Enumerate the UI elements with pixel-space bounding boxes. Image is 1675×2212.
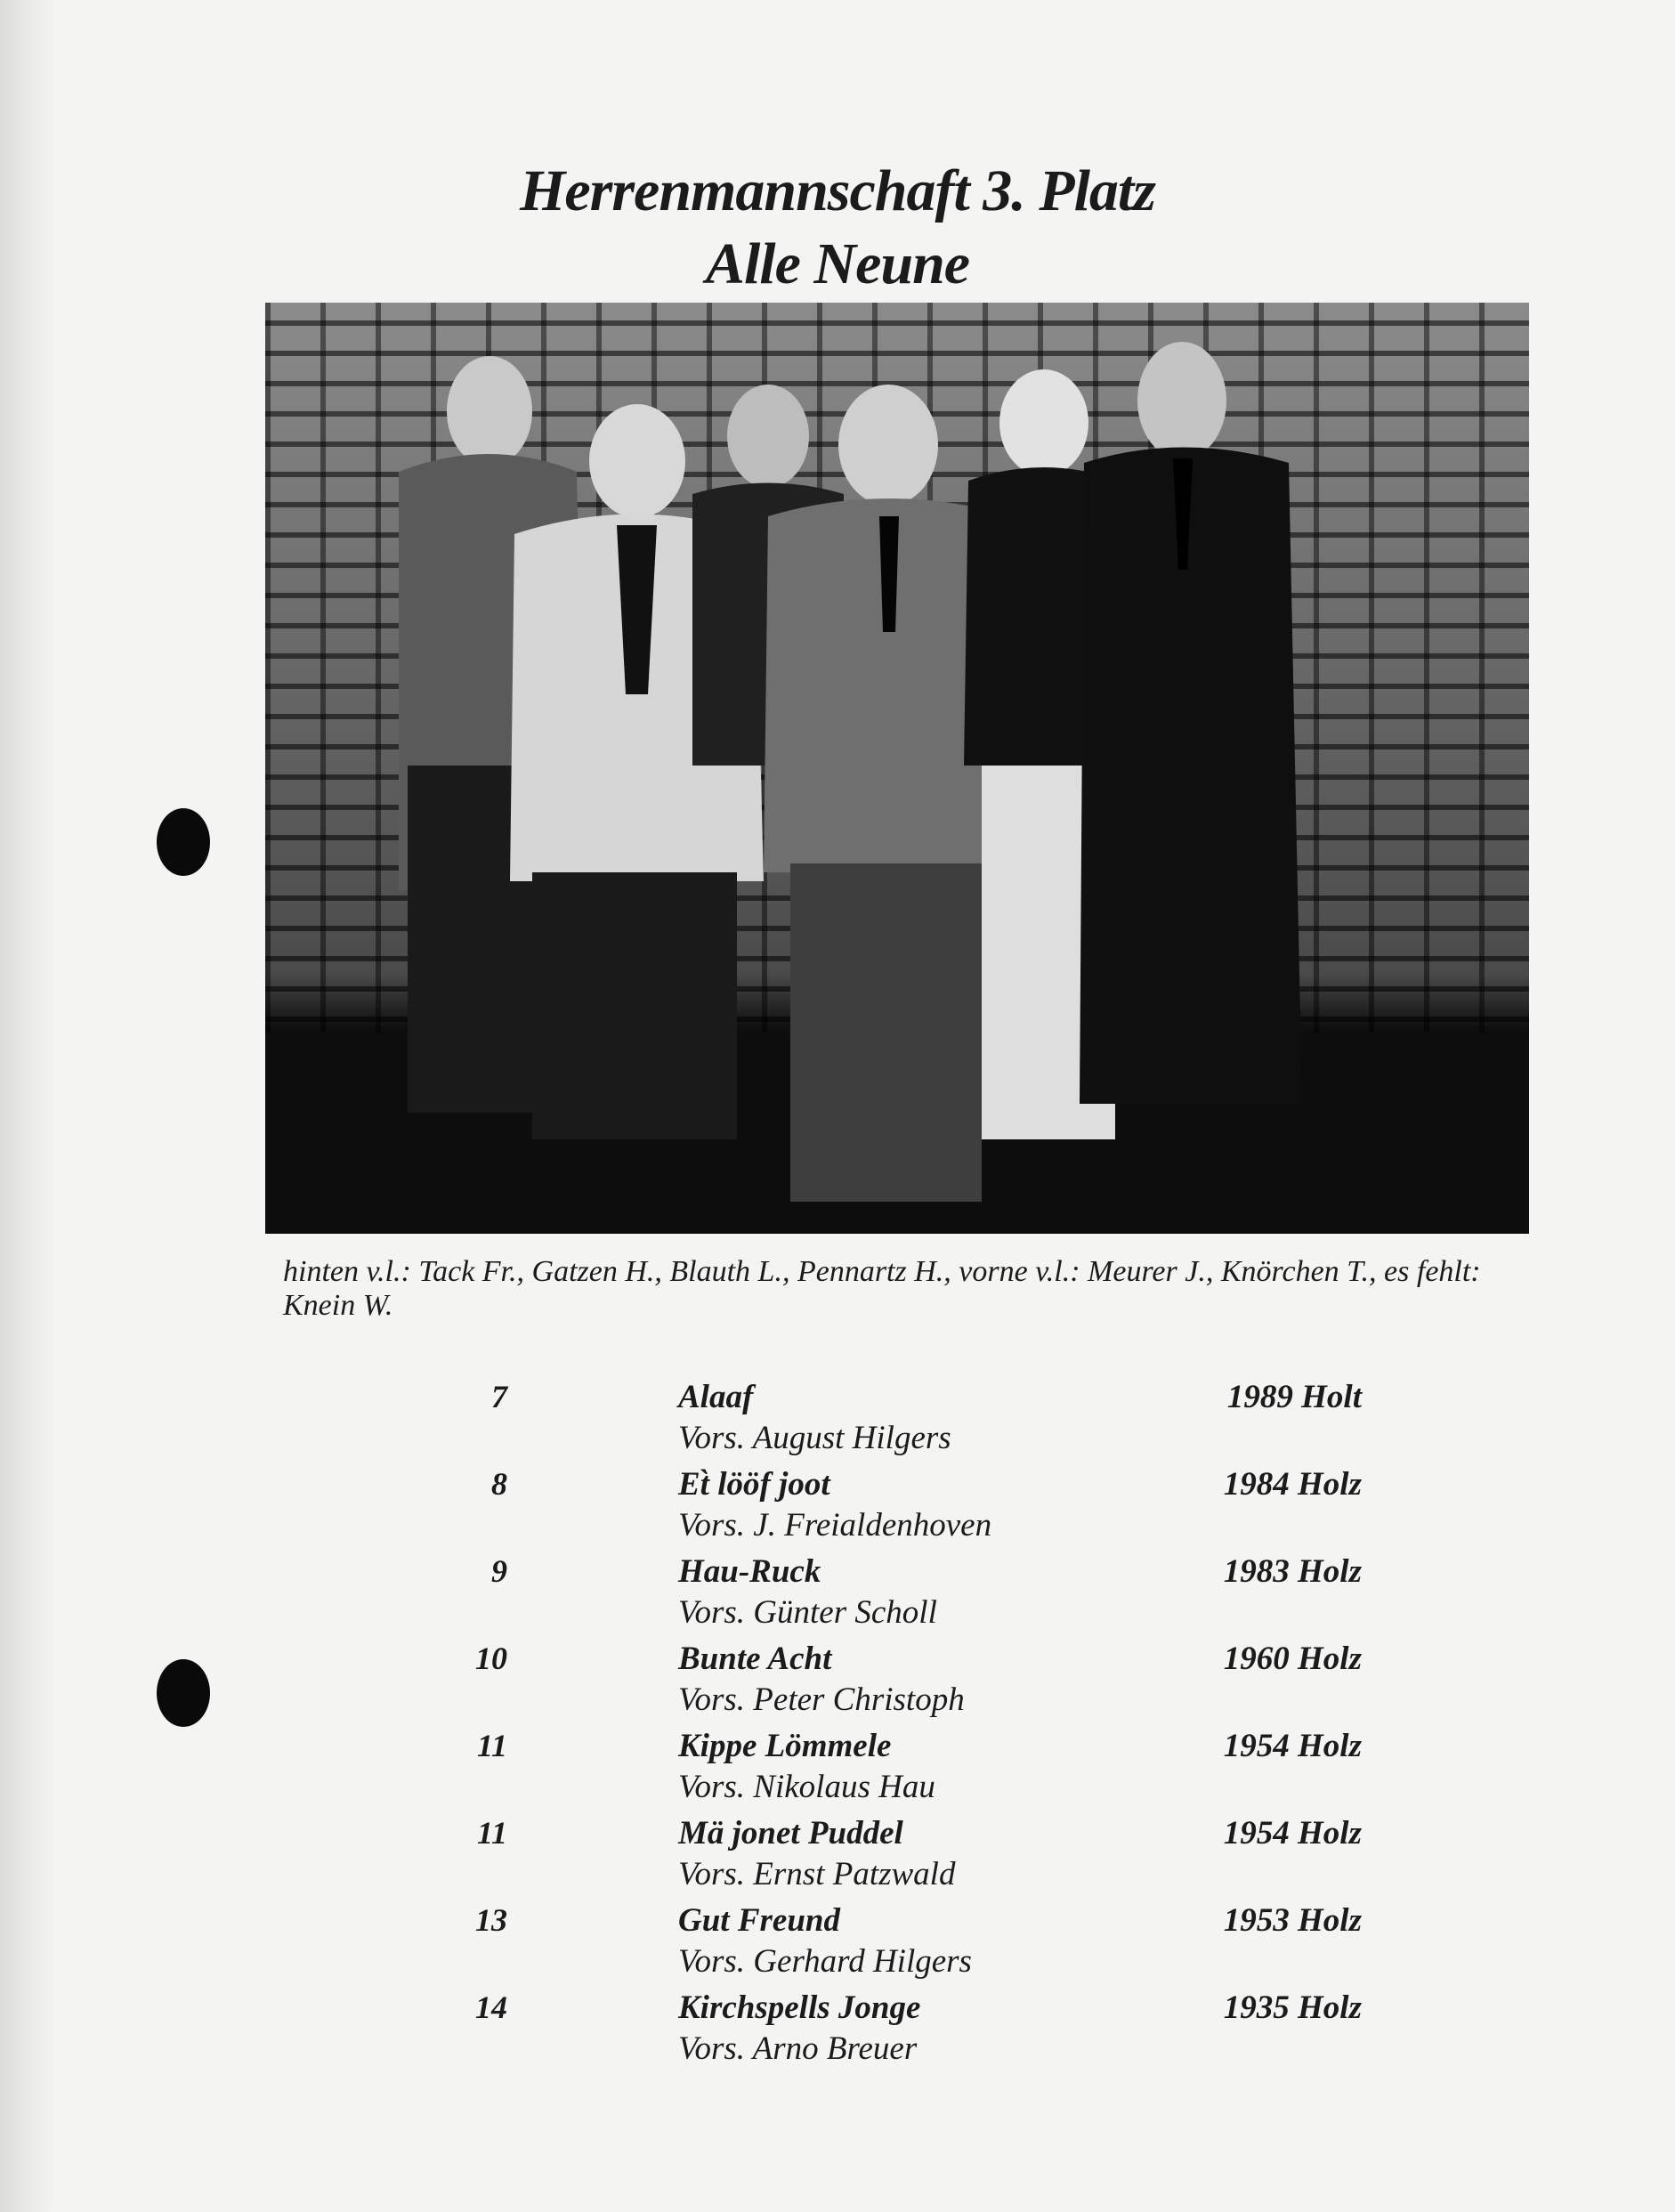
club-name: Alaaf: [678, 1379, 754, 1415]
club-name: Mä jonet Puddel: [678, 1815, 903, 1851]
list-item: [0, 1901, 1675, 1987]
club-chairman: Vors. Arno Breuer: [678, 2030, 918, 2067]
club-chairman: Vors. J. Freialdenhoven: [678, 1507, 992, 1544]
club-rank: 10: [475, 1641, 507, 1676]
club-name: Hau-Ruck: [678, 1553, 821, 1590]
club-rank: 9: [491, 1553, 507, 1589]
list-item: [0, 1727, 1675, 1812]
club-score: 1960 Holz: [1223, 1641, 1362, 1677]
club-score: 1953 Holz: [1223, 1902, 1362, 1939]
club-score: 1984 Holz: [1223, 1466, 1362, 1503]
list-item: [0, 1465, 1675, 1551]
club-rank: 7: [491, 1379, 507, 1414]
person-figure: [1080, 342, 1302, 1104]
punch-hole-top: [157, 808, 210, 876]
club-chairman: Vors. Günter Scholl: [678, 1594, 937, 1631]
club-chairman: Vors. Peter Christoph: [678, 1681, 965, 1718]
club-name: Et̀ lööf joot: [678, 1466, 830, 1503]
team-photo-figures: [265, 303, 1529, 1234]
list-item: [0, 1640, 1675, 1725]
club-score: 1983 Holz: [1223, 1553, 1362, 1590]
page-subtitle: Alle Neune: [705, 231, 970, 296]
club-chairman: Vors. August Hilgers: [678, 1420, 951, 1456]
photo-caption: hinten v.l.: Tack Fr., Gatzen H., Blauth L., Pennartz H., vorne v.l.: Meurer J., Knörchen T., es fehlt: Knein W.: [283, 1255, 1481, 1322]
club-chairman: Vors. Nikolaus Hau: [678, 1769, 935, 1805]
club-score: 1935 Holz: [1223, 1989, 1362, 2026]
club-name: Bunte Acht: [678, 1641, 832, 1677]
club-name: Kirchspells Jonge: [678, 1989, 921, 2026]
club-rank: 13: [475, 1902, 507, 1938]
list-item: [0, 1814, 1675, 1900]
list-item: [0, 1552, 1675, 1638]
page-title: Herrenmannschaft 3. Platz: [520, 158, 1155, 223]
club-rank: 8: [491, 1466, 507, 1502]
club-rank: 14: [475, 1989, 507, 2025]
club-name: Kippe Lömmele: [678, 1728, 892, 1764]
team-photo: [265, 303, 1529, 1234]
club-name: Gut Freund: [678, 1902, 840, 1939]
club-chairman: Vors. Ernst Patzwald: [678, 1856, 956, 1892]
club-score: 1954 Holz: [1223, 1815, 1362, 1851]
club-rank: 11: [476, 1728, 507, 1763]
club-rank: 11: [476, 1815, 507, 1851]
list-item: [0, 1989, 1675, 2074]
club-score: 1989 Holt: [1226, 1379, 1362, 1415]
list-item: [0, 1378, 1675, 1463]
club-chairman: Vors. Gerhard Hilgers: [678, 1943, 972, 1980]
club-score: 1954 Holz: [1223, 1728, 1362, 1764]
